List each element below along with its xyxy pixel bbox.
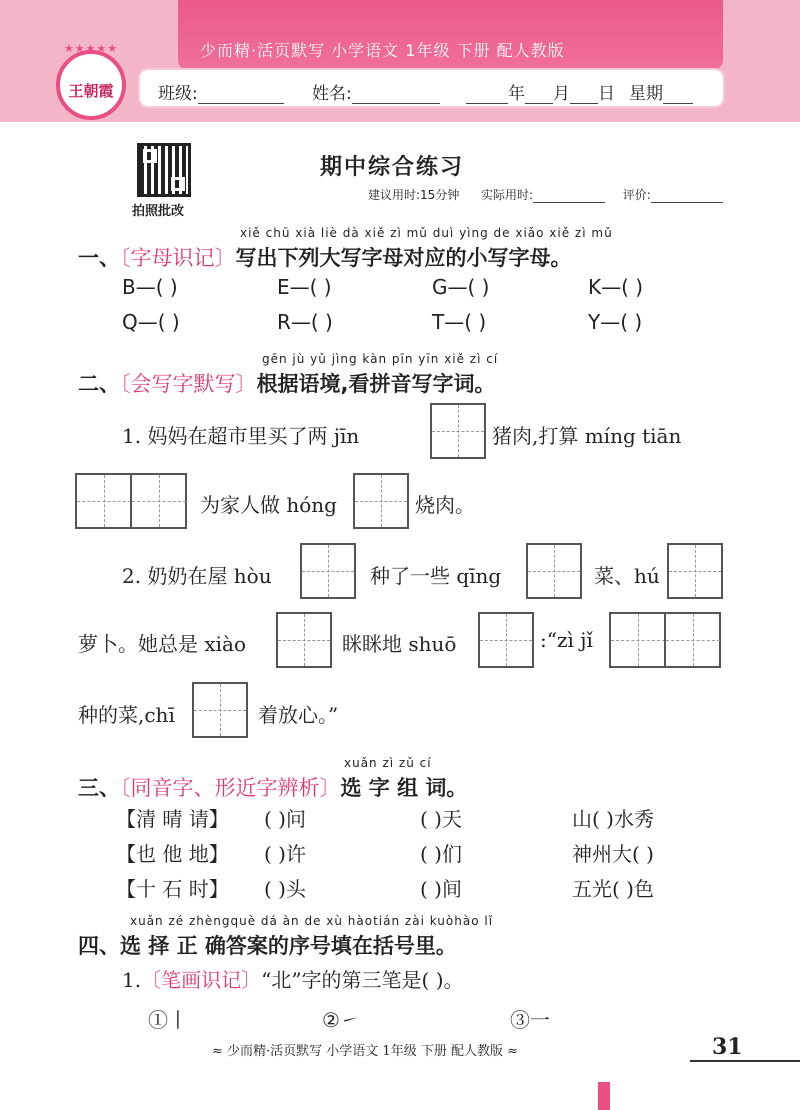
s2-text: 为家人做 hóng [200,493,337,517]
writing-box[interactable] [192,682,248,738]
actual-time-blank[interactable] [533,190,605,203]
char-choices: 【十 石 时】 [116,877,229,901]
page-edge-marker [598,1082,610,1110]
writing-box[interactable] [667,543,723,599]
s2-text: 种了一些 qīng [370,564,502,588]
actual-time-label: 实际用时: [480,188,534,202]
qr-label: 拍照批改 [132,204,185,219]
year-blank[interactable] [466,87,508,104]
s4-instruction: 选 择 正 确答案的序号填在括号里。 [120,934,457,958]
fill-blank[interactable]: ( )们 [420,842,462,866]
s4-number: 四、 [78,934,120,958]
writing-box[interactable] [526,543,582,599]
fill-blank[interactable]: 神州大( ) [572,842,654,866]
s4-question-1 [122,964,464,993]
s2-tag: 〔会写字默写〕 [120,372,257,396]
fill-blank[interactable]: ( )头 [264,877,306,901]
answer-blank[interactable]: Y—( ) [588,310,643,334]
name-blank[interactable] [352,87,440,104]
fill-blank[interactable]: ( )问 [264,807,306,831]
char-choices: 【也 他 地】 [116,842,229,866]
s4-heading [78,930,457,960]
page-title: 期中综合练习 [320,155,465,180]
s1-heading [78,242,572,272]
answer-blank[interactable]: G—( ) [432,275,490,299]
q1-tag: 〔笔画识记〕 [141,968,262,992]
weekday-label: 星期 [629,84,663,104]
answer-blank[interactable]: Q—( ) [122,310,180,334]
s1-tag: 〔字母识记〕 [120,246,236,270]
s3-instruction: 选 字 组 词。 [340,776,468,800]
s2-pinyin: gēn jù yǔ jìng kàn pīn yīn xiě zì cí [262,352,499,366]
s2-instruction: 根据语境,看拼音写字词。 [256,372,496,396]
s3-tag: 〔同音字、形近字辨析〕 [120,776,341,800]
fill-blank[interactable]: ( )许 [264,842,306,866]
s3-number: 三、 [78,776,120,800]
weekday-blank[interactable] [663,87,693,104]
qr-code[interactable] [137,143,191,197]
name-label: 姓名: [312,84,352,104]
option[interactable]: ③一 [510,1008,550,1032]
footer-divider [690,1060,800,1062]
s1-number: 一、 [78,246,120,270]
s2-number: 二、 [78,372,120,396]
month-blank[interactable] [525,87,553,104]
footer-series: ≈ 少而精·活页默写 小学语文 1年级 下册 配人教版 ≈ [212,1044,518,1059]
s2-text: 菜、hú [594,564,660,588]
day-blank[interactable] [570,87,598,104]
s2-text: 眯眯地 shuō [342,632,457,656]
time-meta [368,186,723,203]
series-title: 少而精·活页默写 小学语文 1年级 下册 配人教版 [200,41,565,60]
option[interactable]: ①丨 [148,1008,188,1032]
answer-blank[interactable]: B—( ) [122,275,178,299]
s1-pinyin: xiě chū xià liè dà xiě zì mǔ duì yìng de xiǎo xiě zì mǔ [240,226,613,240]
s2-text: 萝卜。她总是 xiào [78,632,246,656]
class-label: 班级: [158,84,198,104]
q1-text[interactable]: “北”字的第三笔是( )。 [261,968,464,992]
logo-stars: ★★★★★ [63,42,119,55]
writing-box[interactable] [300,543,356,599]
answer-blank[interactable]: T—( ) [432,310,487,334]
s2-text: 着放心。” [258,703,339,727]
fill-blank[interactable]: 山( )水秀 [572,807,654,831]
question-number: 1. [122,968,142,992]
s3-heading [78,772,467,802]
writing-box[interactable] [430,403,486,459]
fill-blank[interactable]: 五光( )色 [572,877,654,901]
s2-heading [78,368,495,398]
s2-text: 烧肉。 [415,493,475,517]
s1-instruction: 写出下列大写字母对应的小写字母。 [235,246,572,270]
writing-box[interactable] [353,473,409,529]
s2-text: :“zì jǐ [540,628,593,652]
option[interactable]: ②㇀ [322,1008,360,1032]
year-label: 年 [508,84,525,104]
s2-text: 种的菜,chī [78,703,175,727]
page-number: 31 [712,1034,743,1060]
s2-text: 2. 奶奶在屋 hòu [122,564,272,588]
writing-box-double[interactable] [609,612,721,668]
answer-blank[interactable]: E—( ) [277,275,332,299]
writing-box-double[interactable] [75,473,187,529]
evaluation-label: 评价: [622,188,651,202]
answer-blank[interactable]: R—( ) [277,310,333,334]
logo-text: 王朝霞 [68,82,114,100]
writing-box[interactable] [478,612,534,668]
date-field[interactable] [466,79,693,104]
s3-pinyin: xuǎn zì zǔ cí [344,756,432,770]
answer-blank[interactable]: K—( ) [588,275,644,299]
s2-text: 1. 妈妈在超市里买了两 jīn [122,424,360,448]
fill-blank[interactable]: ( )天 [420,807,462,831]
s4-pinyin: xuǎn zé zhèngquè dá àn de xù hàotián zài kuòhào lǐ [130,914,494,928]
class-blank[interactable] [198,87,284,104]
month-label: 月 [553,84,570,104]
class-field[interactable] [158,79,284,104]
writing-box[interactable] [276,612,332,668]
name-field[interactable] [312,79,440,104]
evaluation-blank[interactable] [651,190,723,203]
suggested-time: 建议用时:15分钟 [368,188,460,202]
day-label: 日 [598,84,615,104]
s2-text: 猪肉,打算 míng tiān [492,424,682,448]
fill-blank[interactable]: ( )间 [420,877,462,901]
char-choices: 【清 晴 请】 [116,807,229,831]
